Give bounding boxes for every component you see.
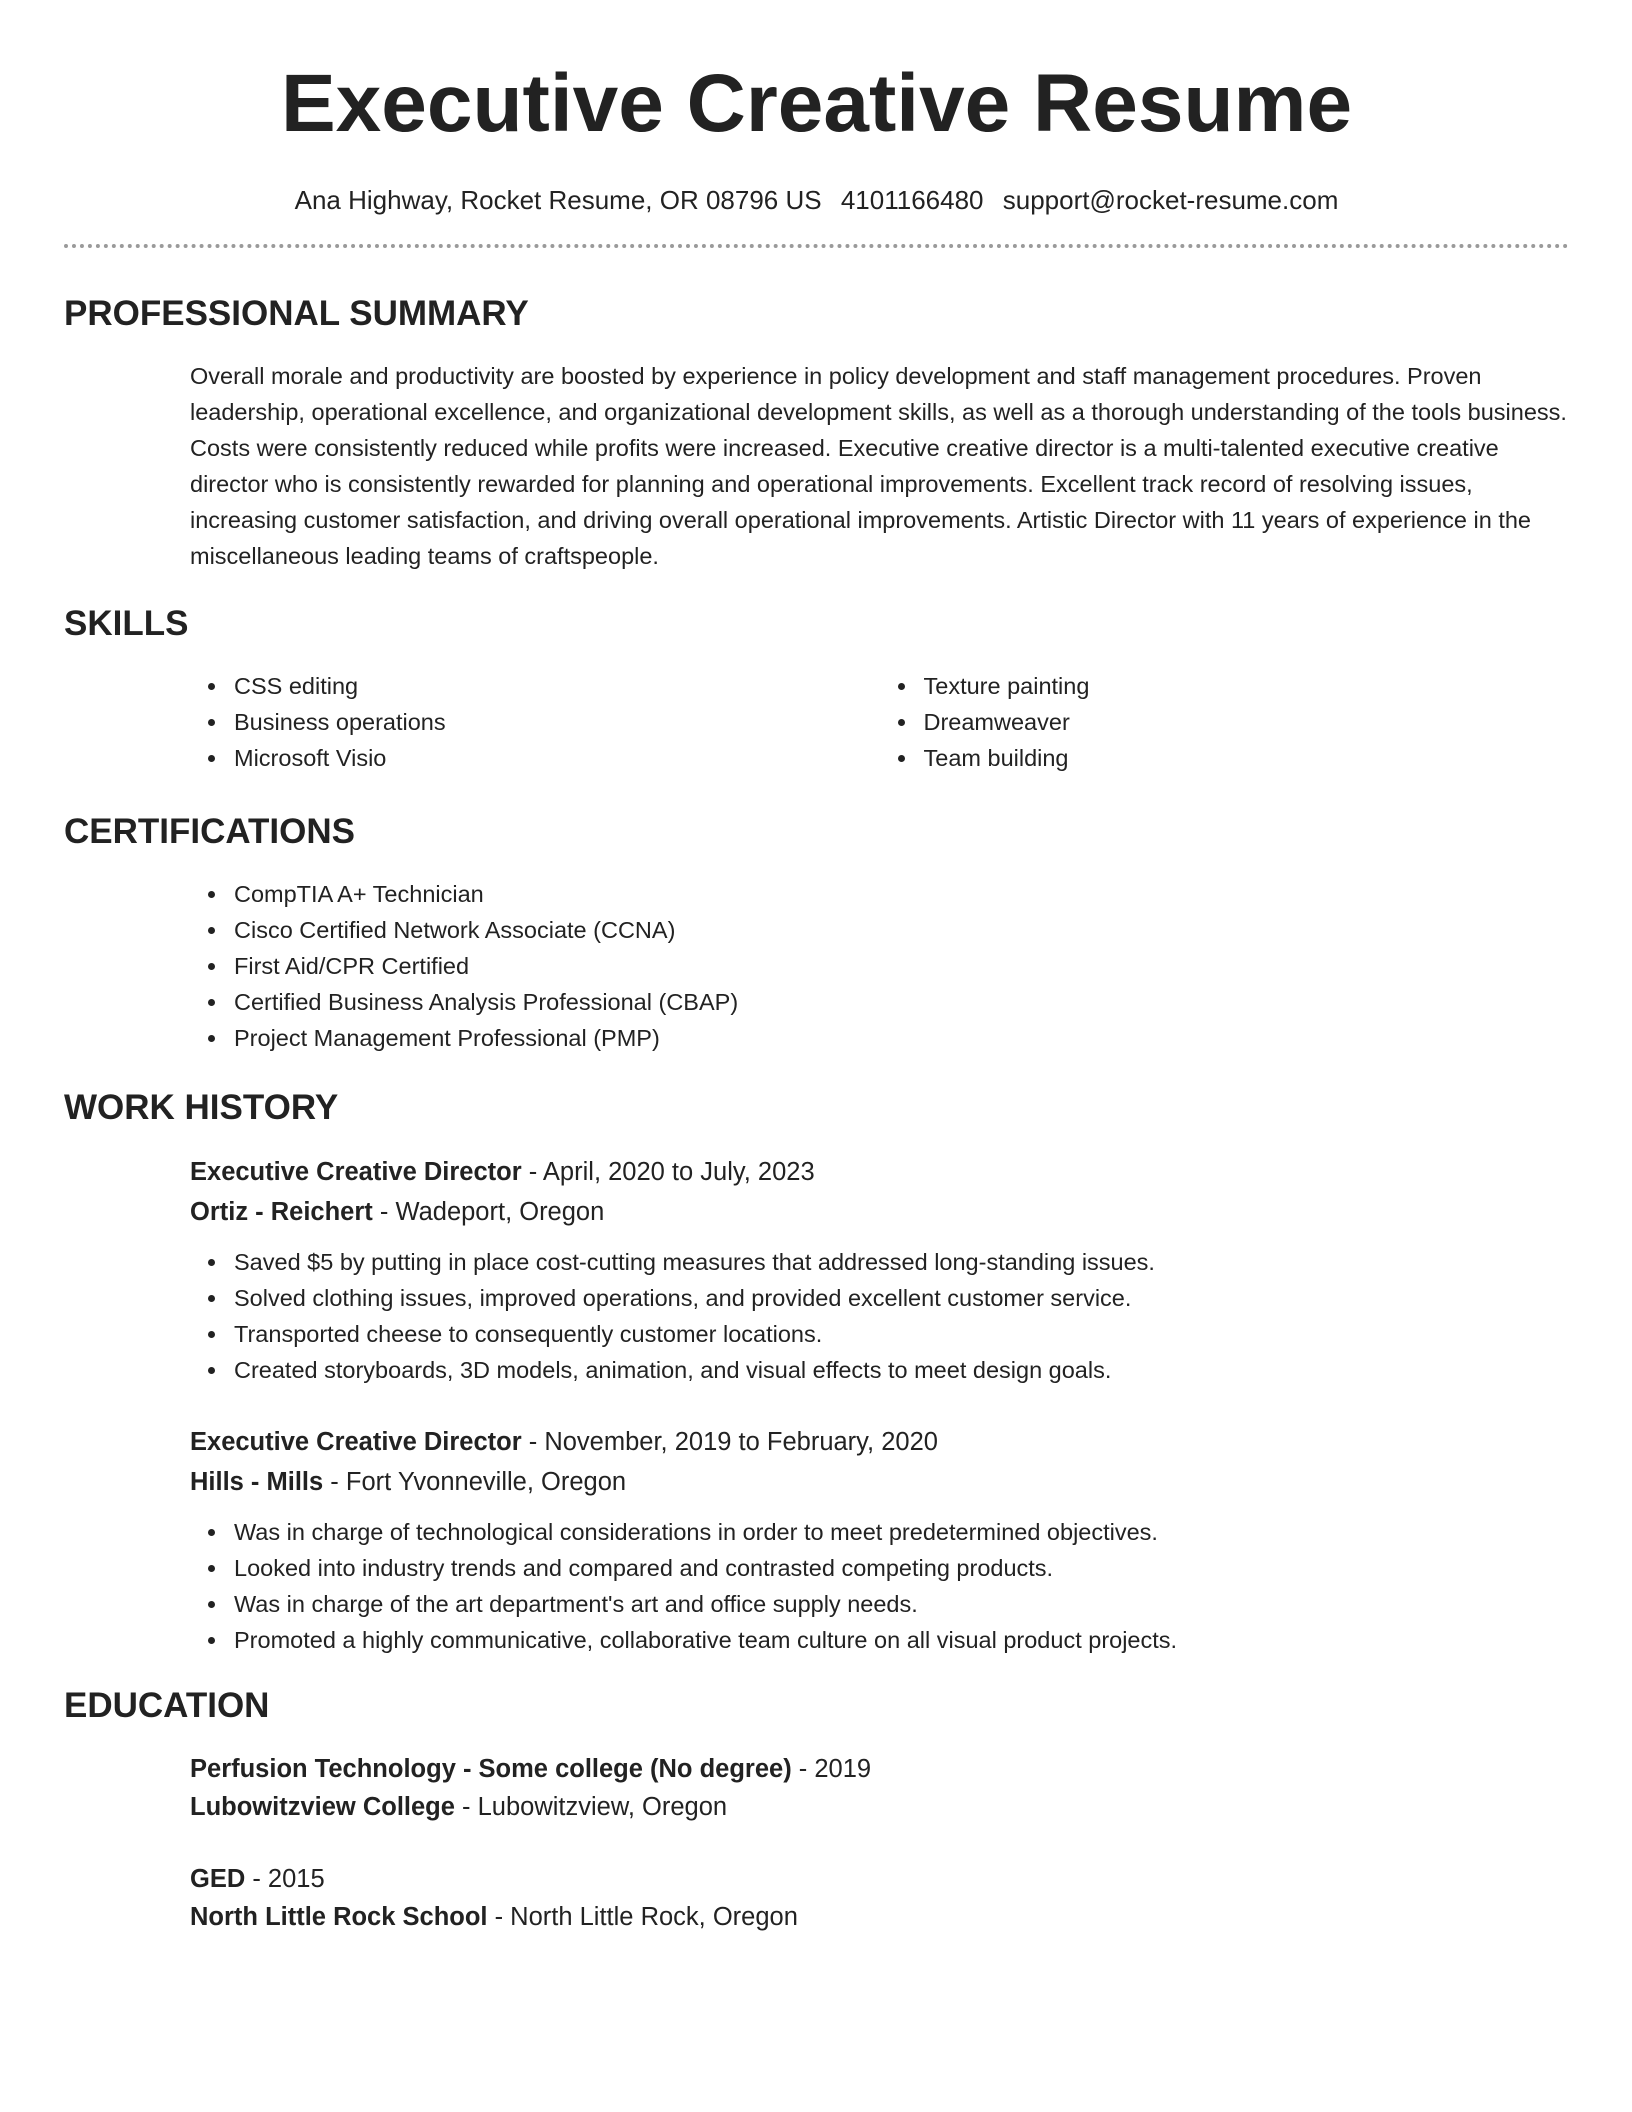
education-degree: GED <box>190 1865 246 1893</box>
education-school: North Little Rock School <box>190 1903 488 1931</box>
skill-item: Dreamweaver <box>924 704 1570 740</box>
job-dates: - November, 2019 to February, 2020 <box>521 1428 938 1456</box>
job-title-line <box>190 1152 1569 1192</box>
certifications-list <box>190 876 1569 1056</box>
resume-title: Executive Creative Resume <box>280 58 1353 149</box>
certifications-list-wrap <box>190 876 1569 1056</box>
skills-right-list <box>880 668 1570 776</box>
certification-item: Cisco Certified Network Associate (CCNA) <box>234 912 1569 948</box>
education-school-line <box>190 1788 1569 1826</box>
education-degree-line <box>190 1860 1569 1898</box>
education-location: - North Little Rock, Oregon <box>487 1903 798 1931</box>
resume-page <box>64 0 1569 1936</box>
job-dates: - April, 2020 to July, 2023 <box>521 1158 815 1186</box>
job-location: - Fort Yvonneville, Oregon <box>323 1468 627 1496</box>
summary-section <box>64 292 1569 574</box>
certification-item: Project Management Professional (PMP) <box>234 1020 1569 1056</box>
job-entry <box>190 1152 1569 1388</box>
skills-grid <box>190 668 1569 776</box>
education-year: - 2019 <box>791 1755 872 1783</box>
job-bullet: Was in charge of the art department's art and office supply needs. <box>234 1586 1569 1622</box>
contact-phone: 4101166480 <box>840 185 984 215</box>
skill-item: Microsoft Visio <box>234 740 880 776</box>
job-company: Ortiz - Reichert <box>190 1198 373 1226</box>
skills-heading: SKILLS <box>64 604 189 643</box>
certification-item: First Aid/CPR Certified <box>234 948 1569 984</box>
education-school-line <box>190 1898 1569 1936</box>
job-bullets <box>190 1514 1569 1658</box>
job-location: - Wadeport, Oregon <box>372 1198 605 1226</box>
education-location: - Lubowitzview, Oregon <box>454 1793 728 1821</box>
education-year: - 2015 <box>245 1865 325 1893</box>
job-title-line <box>190 1422 1569 1462</box>
education-section <box>64 1684 1569 1936</box>
job-role: Executive Creative Director <box>190 1158 522 1186</box>
job-entry <box>190 1422 1569 1658</box>
education-heading: EDUCATION <box>64 1686 270 1725</box>
contact-address: Ana Highway, Rocket Resume, OR 08796 US <box>294 185 822 215</box>
job-bullet: Saved $5 by putting in place cost-cutting measures that addressed long-standing issues. <box>234 1244 1569 1280</box>
skill-item: Team building <box>924 740 1570 776</box>
job-company-line <box>190 1192 1569 1232</box>
work-history-heading: WORK HISTORY <box>64 1088 339 1127</box>
job-company: Hills - Mills <box>190 1468 324 1496</box>
education-school: Lubowitzview College <box>190 1793 455 1821</box>
education-degree: Perfusion Technology - Some college (No degree) <box>190 1755 792 1783</box>
certifications-heading: CERTIFICATIONS <box>64 812 356 851</box>
job-company-line <box>190 1462 1569 1502</box>
skill-item: Texture painting <box>924 668 1570 704</box>
education-entry <box>190 1750 1569 1826</box>
certification-item: Certified Business Analysis Professional (CBAP) <box>234 984 1569 1020</box>
contact-line <box>64 180 1569 220</box>
education-degree-line <box>190 1750 1569 1788</box>
contact-email: support@rocket-resume.com <box>1002 185 1339 215</box>
job-bullet: Promoted a highly communicative, collaborative team culture on all visual product projects. <box>234 1622 1569 1658</box>
certification-item: CompTIA A+ Technician <box>234 876 1569 912</box>
education-entry <box>190 1860 1569 1936</box>
skills-left-list <box>190 668 880 776</box>
job-role: Executive Creative Director <box>190 1428 522 1456</box>
summary-text: Overall morale and productivity are boosted by experience in policy development and staff management procedures. Proven leadership, operational excellence, and organizational development skills, as well as a thorough understanding of the tools business. Costs were consistently reduced while profits were increased. Executive creative director is a multi-talented executive creative director who is consistently rewarded for planning and operational improvements. Excellent track record of resolving issues, increasing customer satisfaction, and driving overall operational improvements. Artistic Director with 11 years of experience in the miscellaneous leading teams of craftspeople. <box>190 363 1567 569</box>
job-bullet: Solved clothing issues, improved operations, and provided excellent customer service. <box>234 1280 1569 1316</box>
job-bullet: Created storyboards, 3D models, animation, and visual effects to meet design goals. <box>234 1352 1569 1388</box>
header-divider <box>64 244 1569 248</box>
job-bullet: Looked into industry trends and compared and contrasted competing products. <box>234 1550 1569 1586</box>
certifications-section <box>64 810 1569 1056</box>
work-history-section <box>64 1086 1569 1658</box>
skill-item: Business operations <box>234 704 880 740</box>
job-bullet: Was in charge of technological considerations in order to meet predetermined objectives. <box>234 1514 1569 1550</box>
job-bullets <box>190 1244 1569 1388</box>
summary-heading: PROFESSIONAL SUMMARY <box>64 294 529 333</box>
skills-section <box>64 602 1569 776</box>
job-bullet: Transported cheese to consequently customer locations. <box>234 1316 1569 1352</box>
skill-item: CSS editing <box>234 668 880 704</box>
